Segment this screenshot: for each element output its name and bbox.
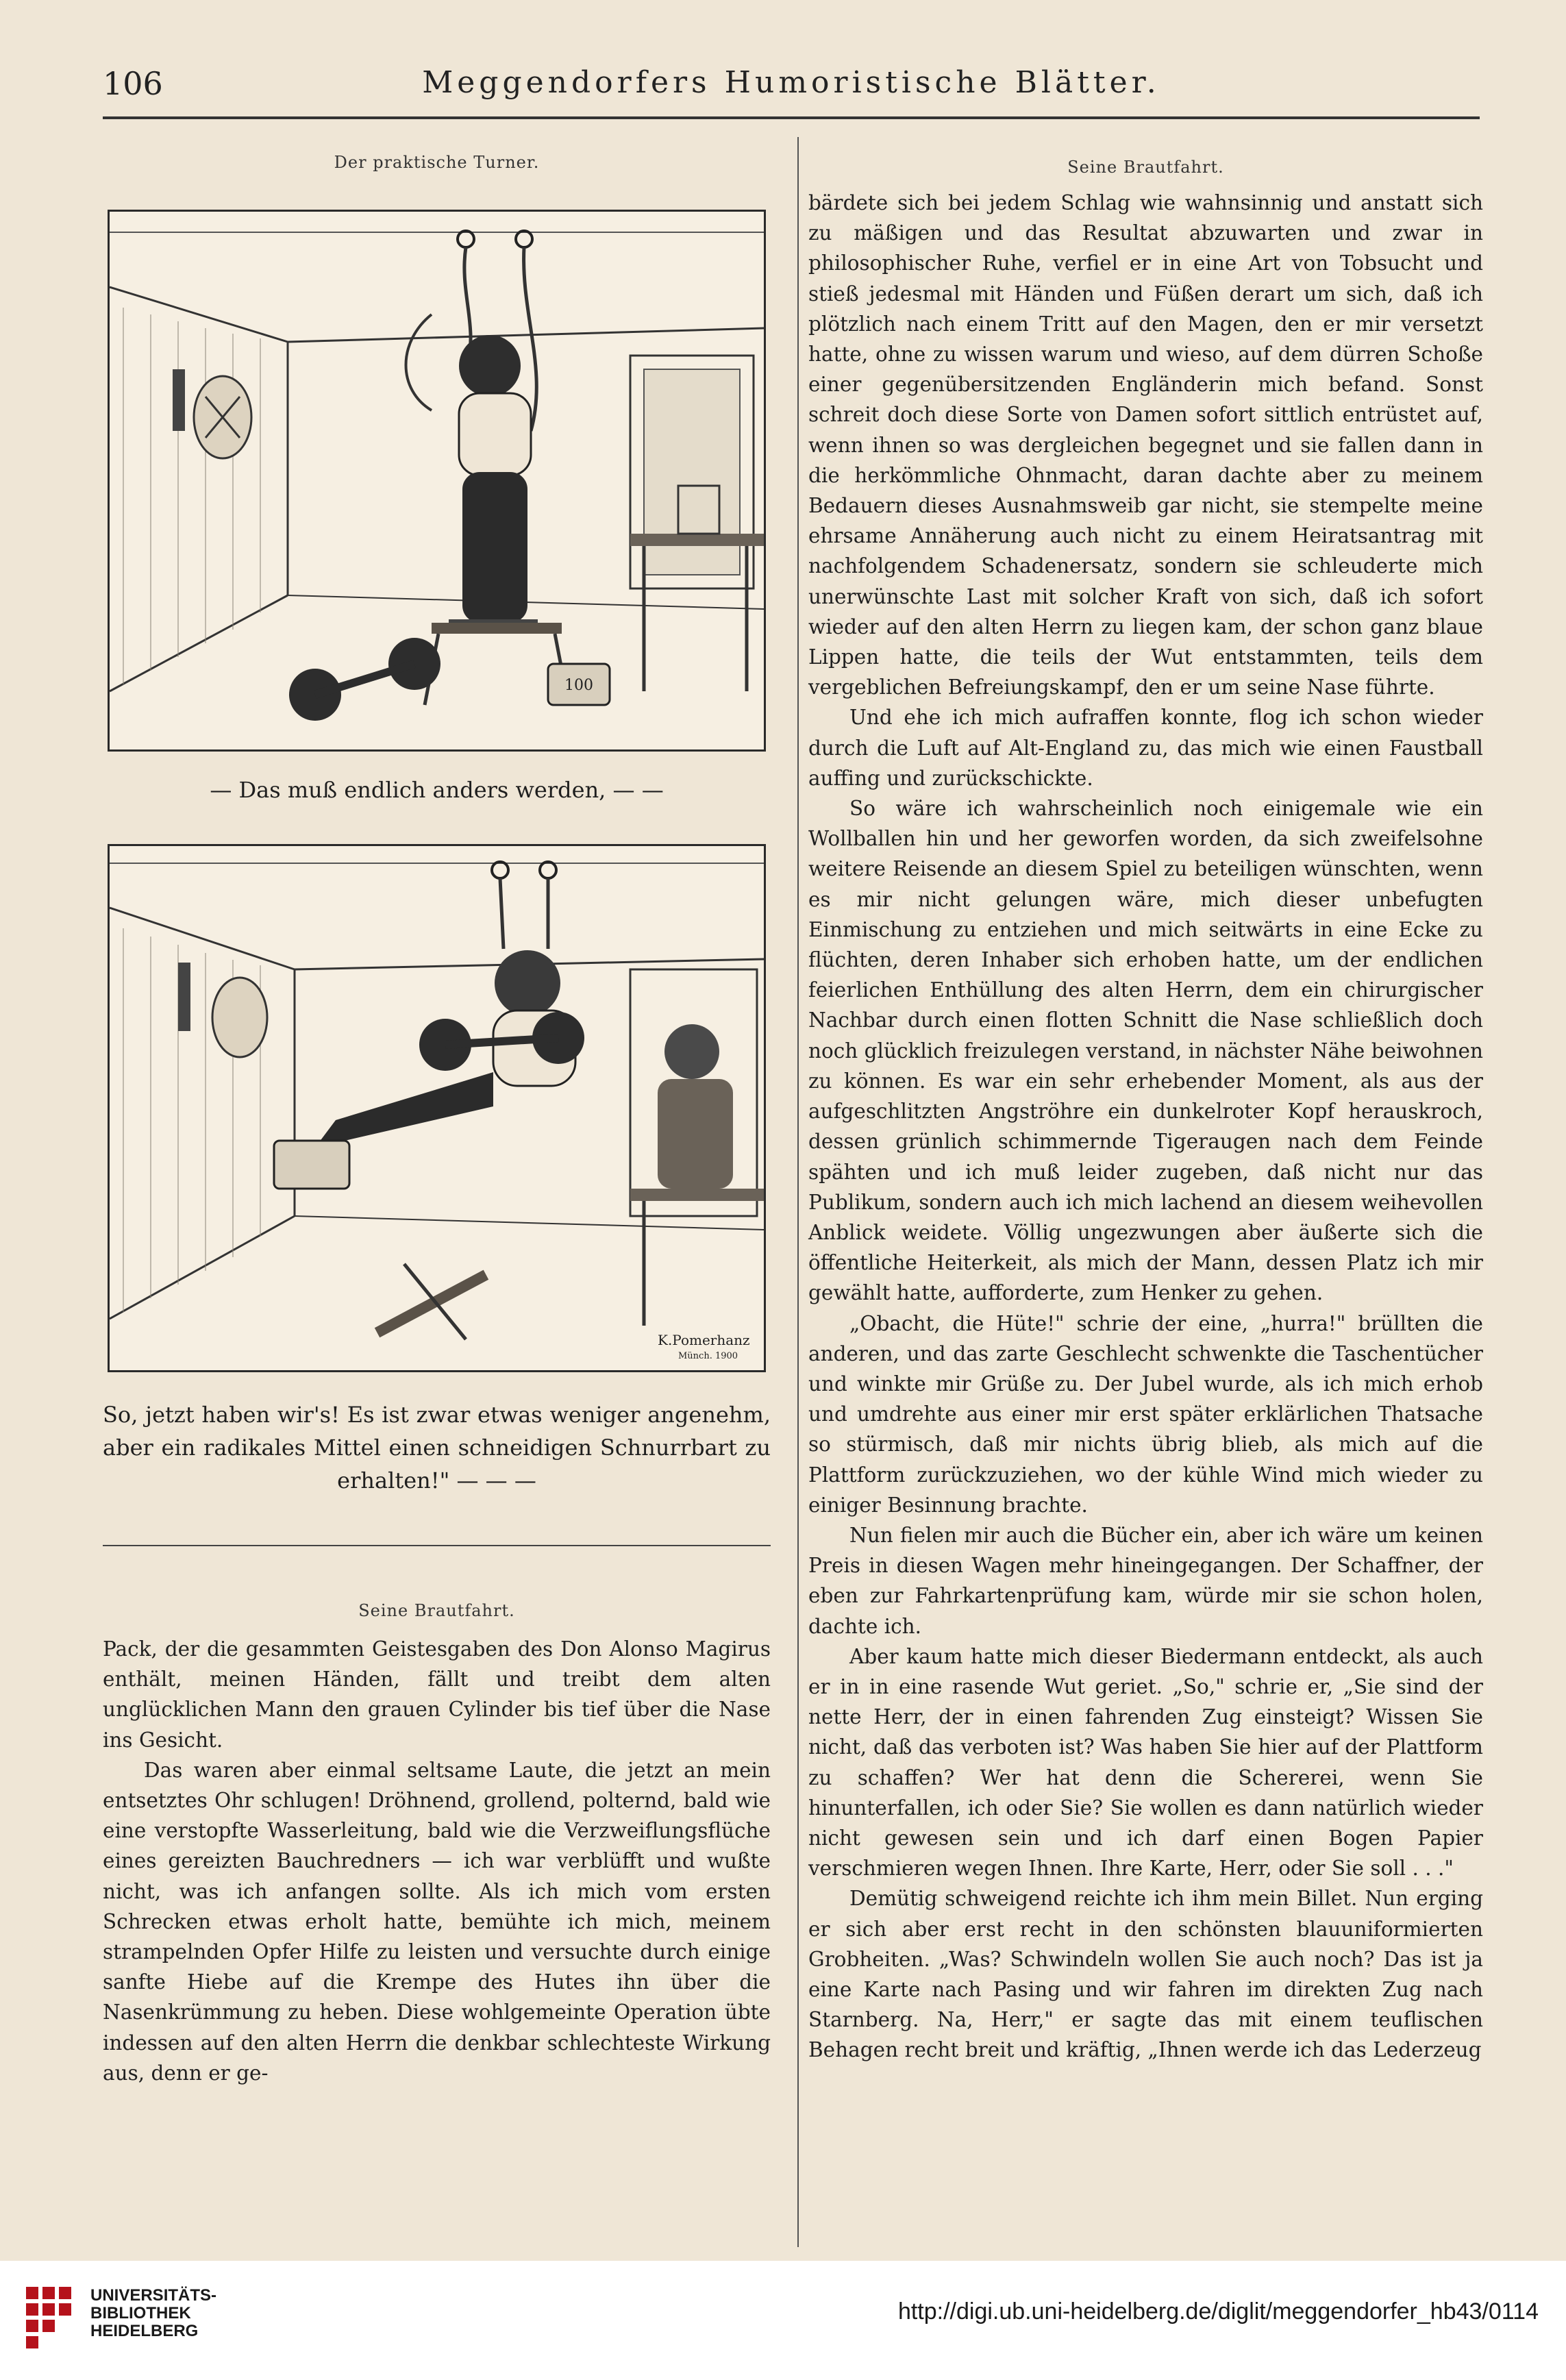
right-paragraph-7: Demütig schweigend reichte ich ihm mein Billet. Nun erging er sich aber erst recht in den schönsten blauuniformierten Grobheiten. „Was? Schwindeln wollen Sie auch noch? Das ist ja eine Karte nach Pasing und wir fahren im direkten Zug nach Starnberg. Na, Herr," er sagte das mit einem teuflischen Behagen recht breit und kräftig, „Ihnen werde ich das Lederzeug bbox=[808, 1887, 1483, 2062]
weight-label: 100 bbox=[564, 677, 593, 694]
library-name-line-2: BIBLIOTHEK bbox=[90, 2304, 191, 2322]
caption-2: So, jetzt haben wir's! Es ist zwar etwas weniger angenehm, aber ein radikales Mittel einen schneidigen Schnurrbart zu erhalten!" — — — bbox=[103, 1402, 771, 1493]
signature-date: Münch. 1900 bbox=[678, 1351, 738, 1361]
right-column bbox=[808, 140, 1483, 2066]
story-title-left: Seine Brautfahrt. bbox=[358, 1601, 515, 1620]
source-url-link[interactable]: http://digi.ub.uni-heidelberg.de/diglit/meggendorfer_hb43/0114 bbox=[897, 2298, 1539, 2325]
right-paragraph-3: So wäre ich wahrscheinlich noch einigemale wie ein Wollballen hin und her geworfen worden, da sich zweifelsohne weitere Reisende an diesem Spiel zu beteiligen wünschten, wenn es mir nicht gelungen wäre, mich dieser unbefugten Einmischung zu entziehen und mich seitwärts in eine Ecke zu flüchten, deren Inhaber sich erhoben hatte, um der endlichen feierlichen Enthüllung des alten Herrn, dem ein chirurgischer Nachbar durch einen flotten Schnitt die Nase schließlich doch noch glücklich freizulegen verstand, in nächster Nähe beiwohnen zu können. Es war ein sehr erhebender Moment, als aus der aufgeschlitzten Angströhre ein dunkelroter Kopf herauskroch, dessen grünlich schimmernde Tigeraugen nach dem Feinde spähten und ich muß leider zugeben, daß nicht nur das Publikum, sondern auch ich mich lachend an diesem weihevollen Anblick weidete. Völlig ungezwungen aber äußerte sich die öffentliche Heiterkeit, als mich der Mann, dessen Platz ich mir gewählt hatte, aufforderte, zum Henker zu gehen. bbox=[808, 797, 1483, 1305]
caption-1: — Das muß endlich anders werden, — — bbox=[210, 777, 664, 803]
right-paragraph-4: „Obacht, die Hüte!" schrie der eine, „hurra!" brüllten die anderen, und das zarte Geschlecht schwenkte die Taschentücher und winkte mir Grüße zu. Der Jubel wurde, als ich mich erhob und umdrehte aus einer mir erst später erklärlichen Thatsache so stürmisch, daß mir nichts übrig blieb, als mich auf die Plattform zurückzuziehen, wo der kühle Wind mich wieder zu einiger Besinnung brachte. bbox=[808, 1311, 1483, 1517]
gymnast-hanging-drawing bbox=[110, 846, 764, 1370]
story-title-right: Seine Brautfahrt. bbox=[1067, 158, 1224, 177]
library-name-line-1: UNIVERSITÄTS- bbox=[90, 2286, 217, 2305]
illustration-gymnast-standing bbox=[108, 210, 766, 752]
illustrator-signature: K.Pomerhanz bbox=[658, 1332, 750, 1348]
running-title: Meggendorfers Humoristische Blätter. bbox=[422, 65, 1160, 100]
left-paragraph-1: Pack, der die gesammten Geistesgaben des Don Alonso Magirus enthält, meinen Händen, fällt und treibt dem alten unglücklichen Mann den grauen Cylinder bis tief über die Nase ins Gesicht. bbox=[103, 1637, 771, 1752]
right-paragraph-2: Und ehe ich mich aufraffen konnte, flog ich schon wieder durch die Luft auf Alt-England zu, das mich wie einen Faustball auffing und zurückschickte. bbox=[808, 706, 1483, 790]
library-name-line-3: HEIDELBERG bbox=[90, 2322, 199, 2340]
left-column bbox=[103, 140, 771, 2088]
header-rule bbox=[103, 116, 1480, 119]
university-library-logo-icon bbox=[22, 2280, 81, 2355]
illustration-gymnast-hanging bbox=[108, 844, 766, 1372]
left-paragraph-2: Das waren aber einmal seltsame Laute, die jetzt an mein entsetztes Ohr schlugen! Dröhnend, grollend, polternd, bald wie eine verstopfte Wasserleitung, bald wie die Verzweiflungsflüche eines gereizten Bauchredners — ich war verblüfft und wußte nicht, was ich anfangen sollte. Als ich mich vom ersten Schrecken etwas erholt hatte, bemühte ich mich, meinem strampelnden Opfer Hilfe zu leisten und versuchte durch einige sanfte Hiebe auf die Krempe des Hutes ihn über die Nasenkrümmung zu heben. Diese wohlgemeinte Operation übte indessen auf den alten Herrn die denkbar schlechteste Wirkung aus, denn er ge- bbox=[103, 1758, 771, 2085]
page-header bbox=[103, 65, 1480, 113]
column-divider bbox=[797, 137, 799, 2247]
right-paragraph-5: Nun fielen mir auch die Bücher ein, aber ich wäre um keinen Preis in diesen Wagen mehr hineingegangen. Der Schaffner, der eben zur Fahrkartenprüfung kam, würde mir sie schon holen, dachte ich. bbox=[808, 1523, 1483, 1638]
section-rule bbox=[103, 1545, 771, 1546]
illustration-title: Der praktische Turner. bbox=[334, 153, 540, 172]
library-name bbox=[90, 2287, 216, 2340]
library-footer bbox=[0, 2261, 1566, 2380]
page-number: 106 bbox=[103, 65, 163, 102]
gymnast-standing-drawing bbox=[110, 212, 764, 749]
right-paragraph-6: Aber kaum hatte mich dieser Biedermann entdeckt, als auch er in in eine rasende Wut geriet. „So," schrie er, „Sie sind der nette Herr, der in einen fahrenden Zug einsteigt? Wissen Sie nicht, daß das verboten ist? Was haben Sie hier auf der Plattform zu schaffen? Wer hat denn die Schererei, wenn Sie hinunterfallen, ich oder Sie? Sie wollen es dann natürlich wieder nicht gewesen sein und ich darf einen Bogen Papier verschmieren wegen Ihnen. Ihre Karte, Herr, oder Sie soll . . ." bbox=[808, 1644, 1483, 1881]
right-paragraph-1: bärdete sich bei jedem Schlag wie wahnsinnig und anstatt sich zu mäßigen und das Resultat abzuwarten und zwar in philosophischer Ruhe, verfiel er in eine Art von Tobsucht und stieß jedesmal mit Händen und Füßen derart um sich, daß ich plötzlich nach einem Tritt auf den Magen, den er mir versetzt hatte, ohne zu wissen warum und wieso, auf dem dürren Schoße einer gegenübersitzenden Engländerin mich befand. Sonst schreit doch diese Sorte von Damen sofort sittlich entrüstet auf, wenn ihnen so was dergleichen begegnet und sie fallen dann in die herkömmliche Ohnmacht, daran dachte aber zu meinem Bedauern dieses Ausnahmsweib gar nicht, sie stempelte meine ehrsame Annäherung auch nicht zu einem Heiratsantrag mit nachfolgendem Schadenersatz, sondern sie schleuderte mich unerwünschte Last mit solcher Kraft von sich, daß ich sofort wieder auf den alten Herrn zu liegen kam, der schon ganz blaue Lippen hatte, die teils der Wut entstammten, teils dem vergeblichen Befreiungskampf, den er um seine Nase führte. bbox=[808, 191, 1483, 699]
